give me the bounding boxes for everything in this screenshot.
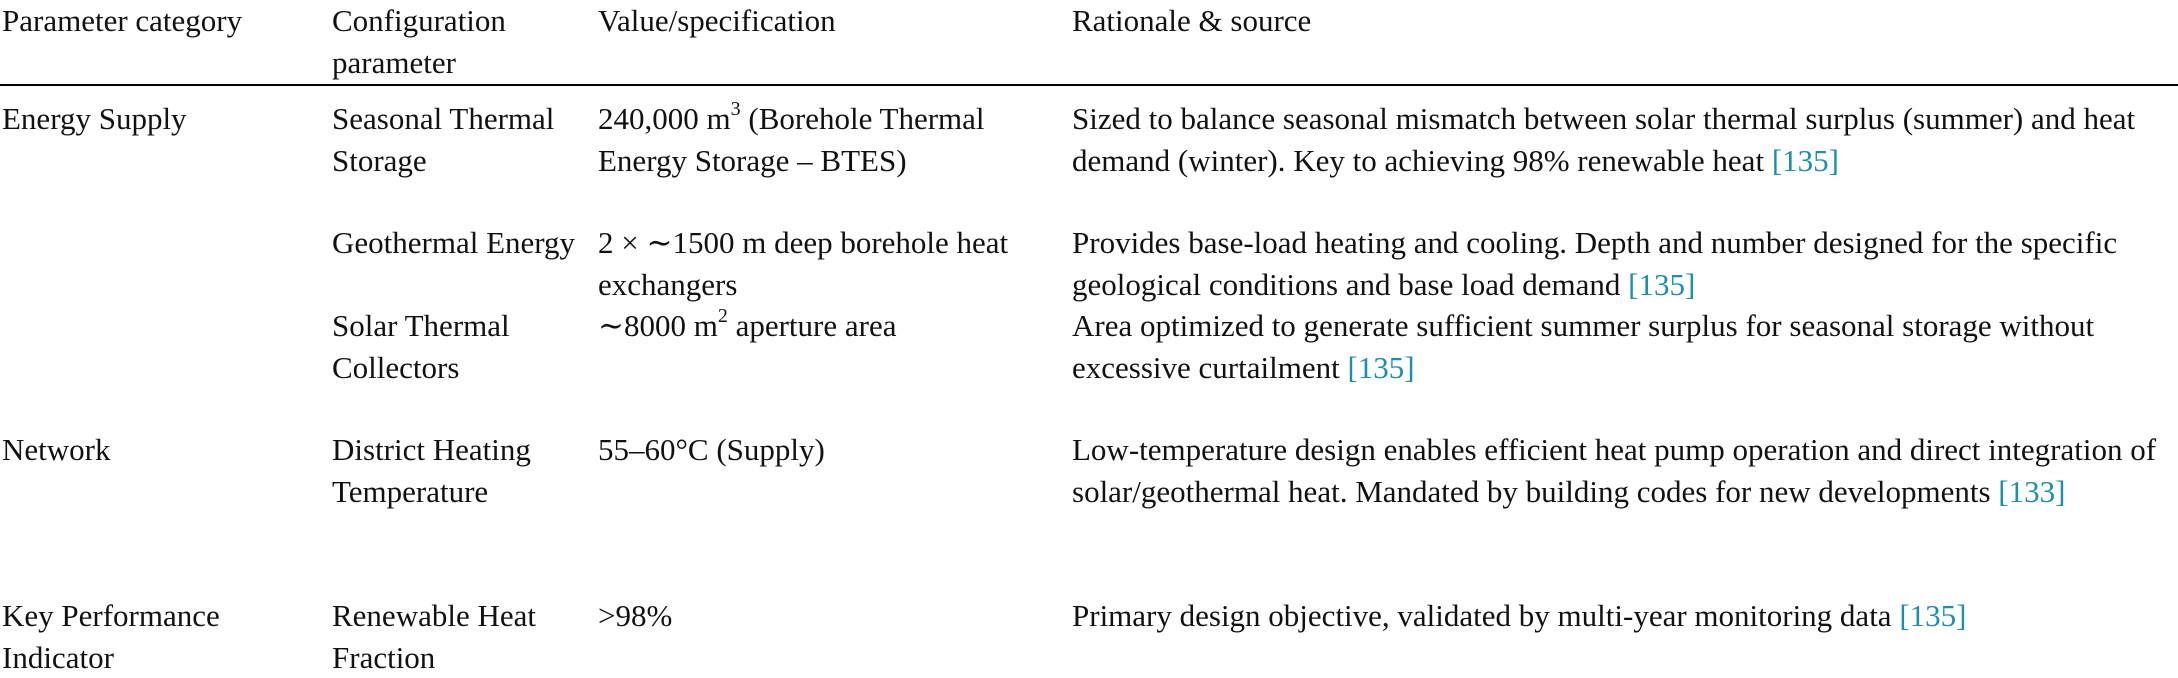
table-row — [0, 98, 2178, 222]
value-text: >98% — [598, 598, 673, 633]
value-text: 240,000 m — [598, 101, 731, 136]
value-text-suffix: aperture area — [727, 308, 897, 343]
row-value — [598, 98, 1068, 181]
header-rationale-source: Rationale & source — [1072, 3, 1312, 38]
row-rationale — [1072, 429, 2176, 512]
row-category: Network — [2, 432, 111, 467]
reference-link[interactable]: [133] — [1998, 473, 2066, 509]
table-row — [0, 595, 2178, 678]
row-rationale — [1072, 305, 2176, 388]
table-row — [0, 429, 2178, 595]
row-value — [598, 305, 1068, 347]
row-rationale — [1072, 222, 2176, 305]
row-category: Energy Supply — [2, 101, 187, 136]
value-text: ∼8000 m — [598, 308, 718, 343]
row-parameter: Geothermal Energy — [332, 225, 576, 260]
row-parameter: Seasonal Thermal Storage — [332, 101, 555, 178]
rationale-text: Sized to balance seasonal mismatch between solar thermal surplus (summer) and heat demand (winter). Key to achieving 98% renewable heat — [1072, 101, 2136, 178]
value-text: 55–60°C (Supply) — [598, 432, 825, 467]
row-rationale — [1072, 98, 2176, 181]
header-value-specification: Value/specification — [598, 3, 836, 38]
reference-link[interactable]: [135] — [1899, 598, 1967, 633]
value-text: 2 × ∼1500 m deep borehole heat exchangers — [598, 225, 1009, 302]
value-text-suffix: (Borehole Thermal Energy Storage – BTES) — [598, 101, 985, 178]
reference-link[interactable]: [135] — [1347, 349, 1415, 385]
table-row — [0, 222, 2178, 305]
value-superscript: 2 — [717, 304, 728, 327]
reference-link[interactable]: [135] — [1628, 266, 1696, 302]
rationale-text: Primary design objective, validated by multi-year monitoring data — [1072, 598, 1900, 633]
header-configuration-parameter: Configuration parameter — [332, 3, 506, 80]
row-parameter: District Heating Temperature — [332, 432, 531, 509]
reference-link[interactable]: [135] — [1771, 142, 1839, 178]
table-row — [0, 305, 2178, 429]
rationale-text: Area optimized to generate sufficient summer surplus for seasonal storage without excessive curtailment — [1072, 308, 2095, 385]
header-parameter-category: Parameter category — [2, 3, 243, 38]
header-rule — [0, 84, 2178, 86]
row-value — [598, 595, 1068, 637]
value-superscript: 3 — [730, 97, 741, 120]
row-category: Key Performance Indicator — [2, 598, 220, 675]
rationale-text: Low-temperature design enables efficient heat pump operation and direct integration of solar/geothermal heat. Mandated by building codes for new developments — [1072, 432, 2157, 509]
row-value — [598, 429, 1068, 471]
row-value — [598, 222, 1068, 305]
table-header — [0, 0, 2178, 82]
row-parameter: Renewable Heat Fraction — [332, 598, 536, 675]
row-rationale — [1072, 595, 2176, 637]
row-parameter: Solar Thermal Collectors — [332, 308, 510, 385]
rationale-text: Provides base-load heating and cooling. Depth and number designed for the specific geological conditions and base load demand — [1072, 225, 2118, 302]
